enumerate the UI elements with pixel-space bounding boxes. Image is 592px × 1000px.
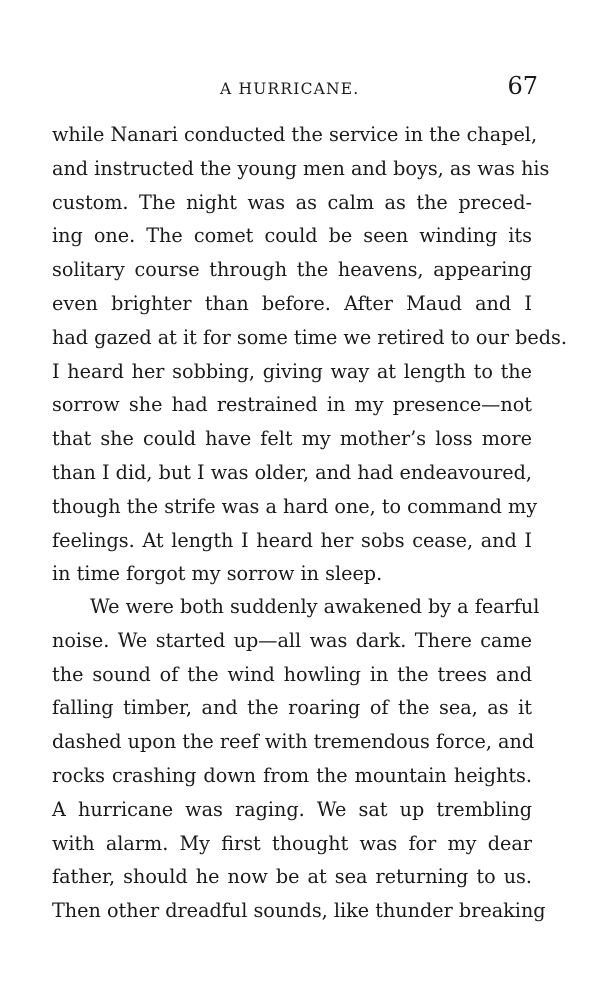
- text-line: while Nanari conducted the service in the chapel,: [52, 123, 538, 146]
- text-line: falling timber, and the roaring of the sea, as it: [52, 696, 532, 720]
- text-line: noise. We started up—all was dark. There came: [52, 628, 532, 652]
- paragraph: [52, 118, 567, 591]
- text-line: dashed upon the reef with tremendous force, and: [52, 730, 535, 754]
- paragraph: [52, 590, 546, 928]
- text-line: We were both suddenly awakened by a fearful: [90, 595, 540, 618]
- text-line: had gazed at it for some time we retired to our beds.: [52, 325, 567, 349]
- text-line: father, should he now be at sea returning to us.: [52, 865, 532, 889]
- text-line: even brighter than before. After Maud and I: [52, 291, 532, 315]
- text-line: than I did, but I was older, and had endeavoured,: [52, 460, 532, 484]
- text-line: and instructed the young men and boys, as was his: [52, 156, 550, 180]
- text-line: sorrow she had restrained in my presence—not: [52, 393, 532, 417]
- text-line: solitary course through the heavens, appearing: [52, 258, 532, 282]
- running-head: [52, 72, 538, 106]
- text-line: feelings. At length I heard her sobs cease, and I: [52, 528, 532, 552]
- text-line: rocks crashing down from the mountain heights.: [52, 763, 532, 787]
- text-line: A hurricane was raging. We sat up trembling: [52, 797, 532, 821]
- text-line: with alarm. My first thought was for my dear: [52, 831, 532, 855]
- text-line: I heard her sobbing, giving way at length to the: [52, 359, 532, 383]
- text-line: in time forgot my sorrow in sleep.: [52, 562, 383, 586]
- chapter-title: A HURRICANE.: [220, 80, 360, 98]
- text-line: custom. The night was as calm as the preced-: [52, 190, 532, 214]
- text-line: the sound of the wind howling in the trees and: [52, 662, 532, 686]
- text-line: that she could have felt my mother’s loss more: [52, 427, 532, 451]
- page-number: 67: [507, 72, 538, 100]
- text-line: though the strife was a hard one, to command my: [52, 494, 538, 518]
- text-line: ing one. The comet could be seen winding its: [52, 224, 532, 248]
- text-line: Then other dreadful sounds, like thunder breaking: [52, 899, 546, 923]
